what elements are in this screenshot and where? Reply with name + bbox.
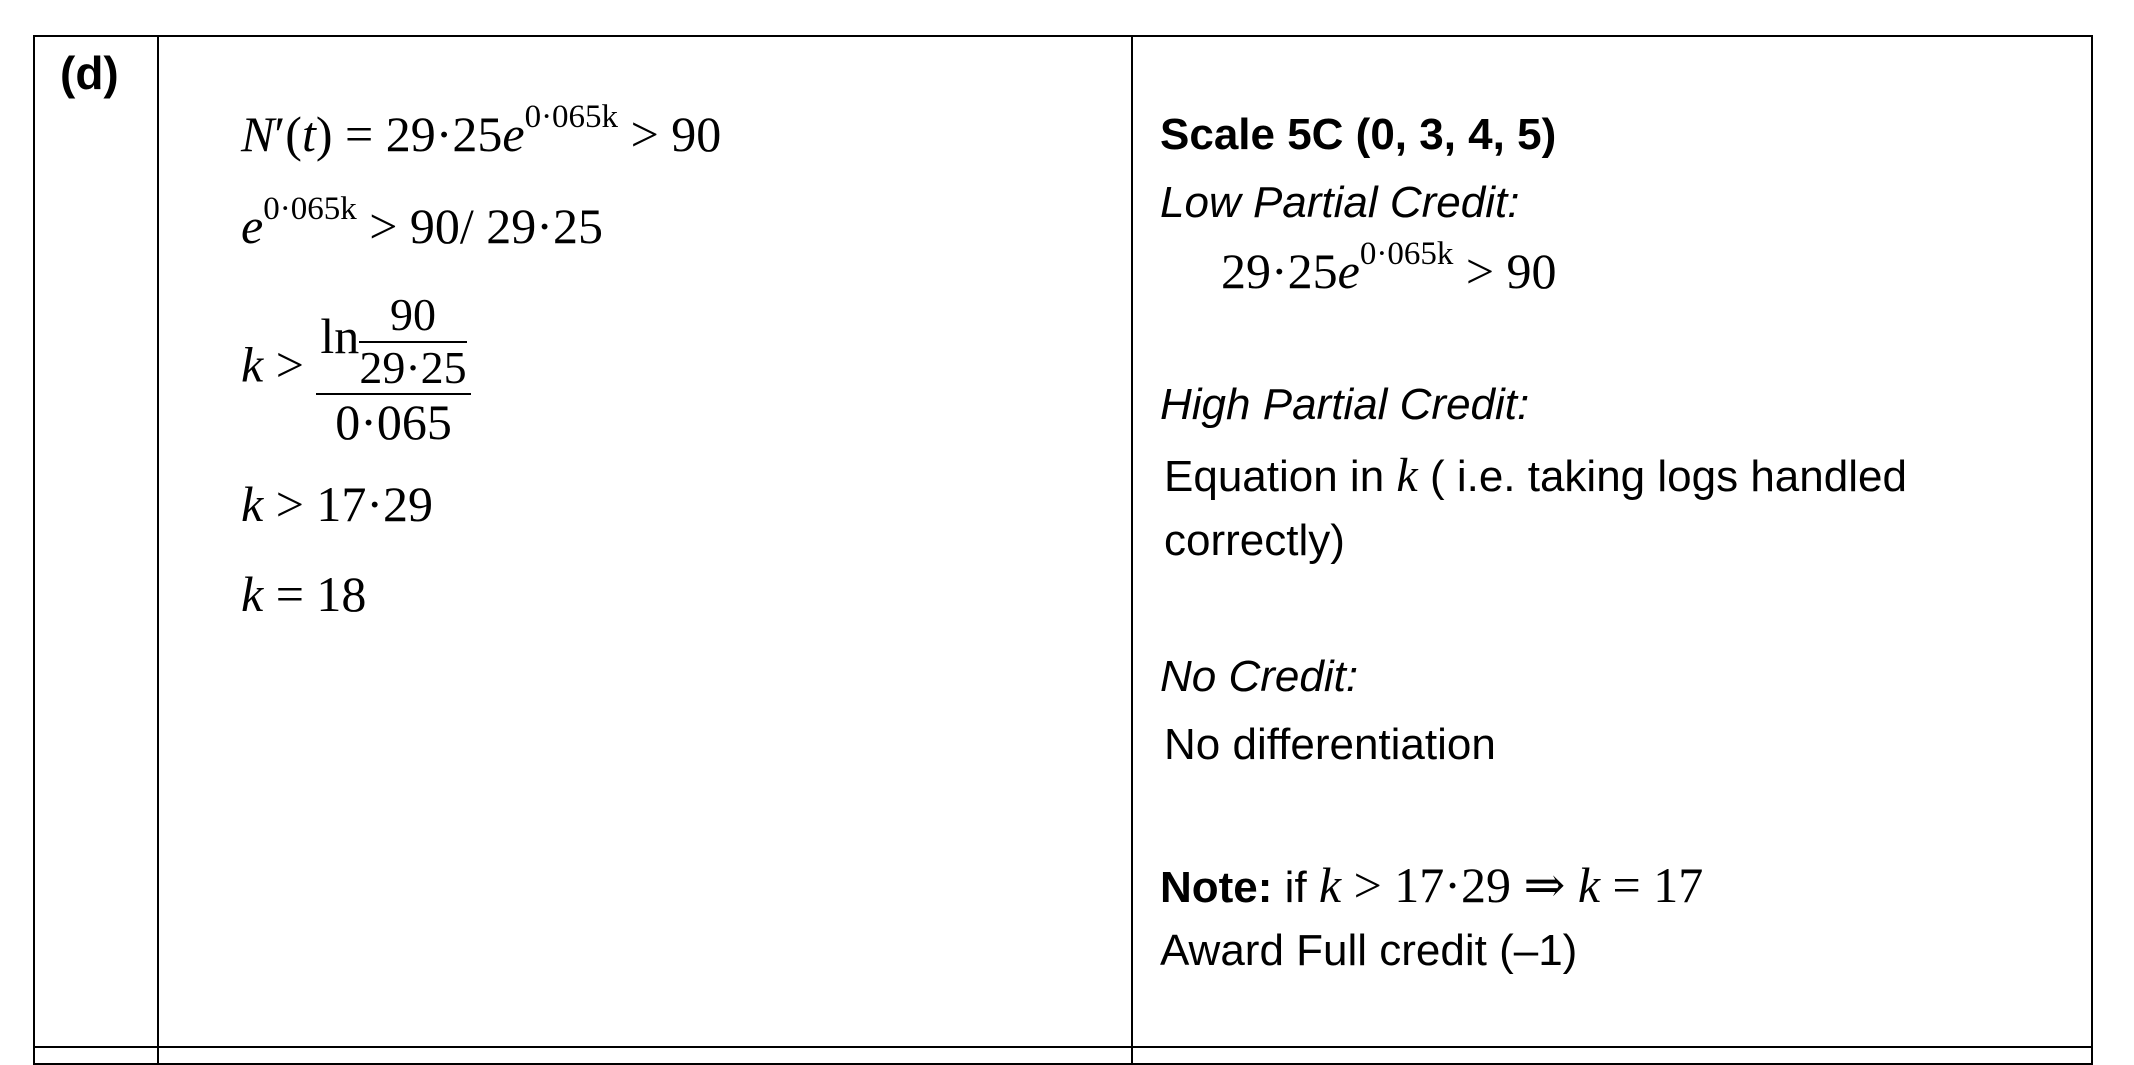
note-line: Note: if k > 17·29 ⇒ k = 17 <box>1160 857 1704 913</box>
solution-line-2: $e^{0\cdot 065k} > 90/$ 29·25 <box>241 191 603 254</box>
column-divider-2 <box>1131 35 1133 1065</box>
no-credit-label: No Credit: <box>1160 652 1359 701</box>
high-partial-text-2: correctly) <box>1164 516 1345 565</box>
award-text: Award Full credit (–1) <box>1160 926 1578 975</box>
solution-line-1: $N'(t) = 29\cdot 25e^{0\cdot 065k} > 90$ <box>241 99 722 162</box>
solution-line-5: k = 18 <box>241 566 367 622</box>
low-partial-label: Low Partial Credit: <box>1160 178 1520 227</box>
inner-fraction: $\frac{90}{29\cdot 25}$ <box>359 289 467 393</box>
high-partial-label: High Partial Credit: <box>1160 380 1530 429</box>
no-credit-text: No differentiation <box>1164 720 1496 769</box>
solution-line-4: k > 17·29 <box>241 476 434 532</box>
solution-line-3: k > ln $\frac{90}{29\cdot 25}$ 0·065 <box>241 290 471 450</box>
row-divider <box>33 1046 2093 1048</box>
column-divider-1 <box>157 35 159 1065</box>
high-partial-text-1: Equation in k ( i.e. taking logs handled <box>1164 449 1907 502</box>
table-frame <box>33 35 2093 1065</box>
part-label: (d) <box>60 47 119 99</box>
low-partial-math: $29\cdot 25e^{0\cdot 065k} > 90$ <box>1221 236 1557 299</box>
ln-fraction: ln $\frac{90}{29\cdot 25}$ 0·065 <box>316 290 470 450</box>
scale-heading: Scale 5C (0, 3, 4, 5) <box>1160 110 1557 159</box>
